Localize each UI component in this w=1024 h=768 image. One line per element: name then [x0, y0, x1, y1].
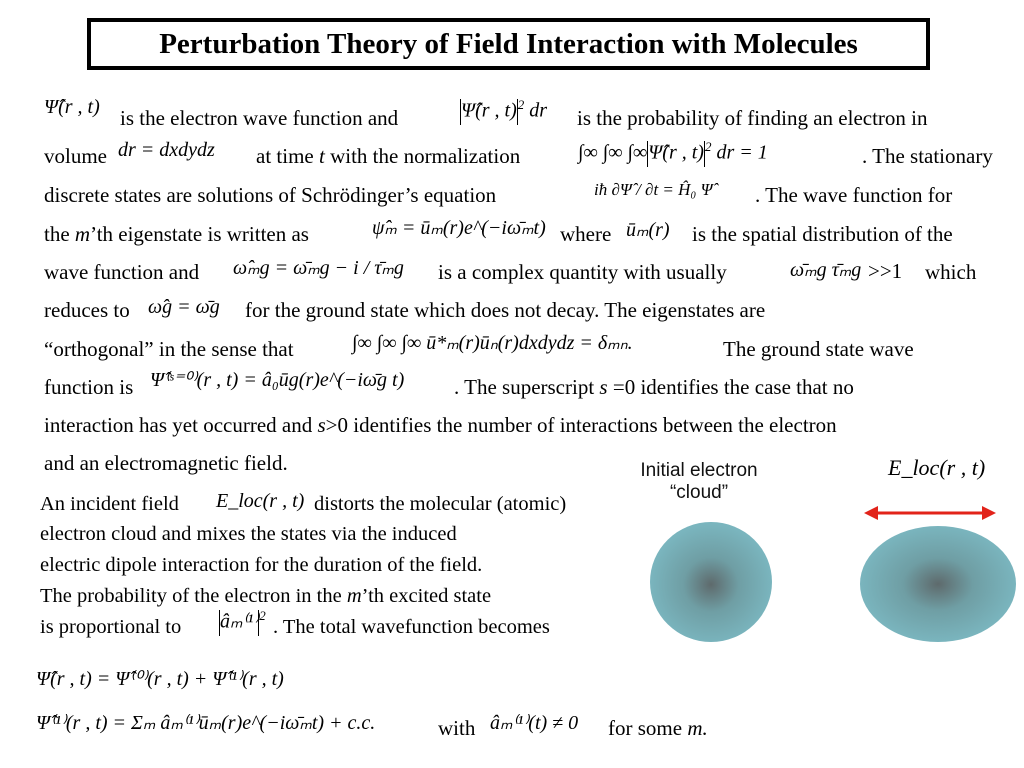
eq-volume: dr = dxdydz — [118, 139, 215, 161]
eq-psi-rt: Ψ̂(r , t) — [44, 96, 100, 118]
eq-ground-state: Ψ̂⁽ˢ⁼⁰⁾(r , t) = â₀ūg(r)e^(−iω̄g t) — [150, 369, 405, 391]
eq-omega-mg: ω̂ₘg = ω̄ₘg − i / τ̄ₘg — [233, 257, 404, 279]
slide-title: Perturbation Theory of Field Interaction with Molecules — [159, 27, 858, 60]
p1-line3a: discrete states are solutions of Schrödinger’s equation — [44, 183, 497, 207]
p1-line6a: reduces to — [44, 298, 130, 322]
p1-line8b: . The superscript s =0 identifies the case that no — [454, 375, 854, 399]
eq-total-1: Ψ̂(r , t) = Ψ̂⁽⁰⁾(r , t) + Ψ̂⁽¹⁾(r , t) — [36, 668, 284, 690]
p2-line1a: An incident field — [40, 493, 179, 515]
p1-line6b: for the ground state which does not decay. The eigenstates are — [245, 298, 766, 322]
p1-line8a: function is — [44, 375, 134, 399]
eq-a-m1-squared: âₘ⁽¹⁾$^2$ — [219, 609, 266, 636]
p2-line5a: is proportional to — [40, 616, 182, 638]
p1-line4d: where — [560, 222, 612, 246]
p1-line10: and an electromagnetic field. — [44, 451, 288, 475]
eq-prob-density: Ψ̂(r , t)$^2$ dr — [460, 98, 547, 125]
p1-line1a: is the electron wave function and — [120, 106, 399, 130]
cloud-right-icon — [858, 524, 1018, 644]
p2-line4: The probability of the electron in the m’th excited state — [40, 585, 492, 607]
p1-line9: interaction has yet occurred and s>0 identifies the number of interactions between the electron — [44, 413, 837, 437]
p2-line1b: distorts the molecular (atomic) — [314, 493, 567, 515]
eq-um-r: ūₘ(r) — [626, 219, 670, 241]
p1-line1b: is the probability of finding an electron in — [577, 106, 928, 130]
p1-line7a: “orthogonal” in the sense that — [44, 337, 294, 361]
eq-omega-g: ω̂g = ω̄g — [148, 296, 220, 318]
p1-line3b: . The wave function for — [755, 183, 953, 207]
eq-omega-tau: ω̄ₘg τ̄ₘg — [790, 259, 862, 281]
p1-line5a: wave function and — [44, 260, 200, 284]
p1-line4e: is the spatial distribution of the — [692, 222, 953, 246]
eq-e-loc-inline: E_loc(r , t) — [216, 490, 305, 512]
cloud-left-icon — [648, 520, 774, 644]
p2-line2: electron cloud and mixes the states via the induced — [40, 523, 457, 545]
eq-eigenstate: ψ̂ₘ = ūₘ(r)e^(−iω̄ₘt) — [372, 217, 546, 239]
eq-normalization: ∫∞ ∫∞ ∫∞Ψ̂(r , t)$^2$ dr = 1 — [578, 140, 768, 167]
eq-schrodinger: iħ ∂Ψ̂ / ∂t = Ĥ₀ Ψ̂ — [594, 180, 713, 199]
p1-line2b: at time t with the normalization — [256, 144, 521, 168]
p1-line5d: which — [925, 260, 977, 284]
eq-with-text: with — [438, 716, 476, 740]
p1-line5b: is a complex quantity with usually — [438, 260, 727, 284]
p1-line2a: volume — [44, 144, 107, 168]
p1-line5c: >>1 — [868, 259, 903, 283]
p1-line7b: The ground state wave — [723, 337, 914, 361]
eq-condition: âₘ⁽¹⁾(t) ≠ 0 — [490, 712, 579, 734]
eq-total-2: Ψ̂⁽¹⁾(r , t) = Σₘ âₘ⁽¹⁾ūₘ(r)e^(−iω̄ₘt) + c.c. — [36, 712, 376, 734]
p2-line5b: . The total wavefunction becomes — [273, 616, 550, 638]
title-box — [87, 18, 930, 70]
eq-orthogonal: ∫∞ ∫∞ ∫∞ ū*ₘ(r)ūₙ(r)dxdydz = δₘₙ. — [352, 332, 633, 354]
p2-line3: electric dipole interaction for the duration of the field. — [40, 554, 483, 576]
field-label: E_loc(r , t) — [888, 455, 986, 480]
p1-line2e: . The stationary — [862, 144, 993, 168]
cloud-label: Initial electron “cloud” — [640, 460, 758, 503]
p1-line4a: the m’th eigenstate is written as — [44, 222, 309, 246]
eq-for-some: for some m. — [608, 716, 708, 740]
